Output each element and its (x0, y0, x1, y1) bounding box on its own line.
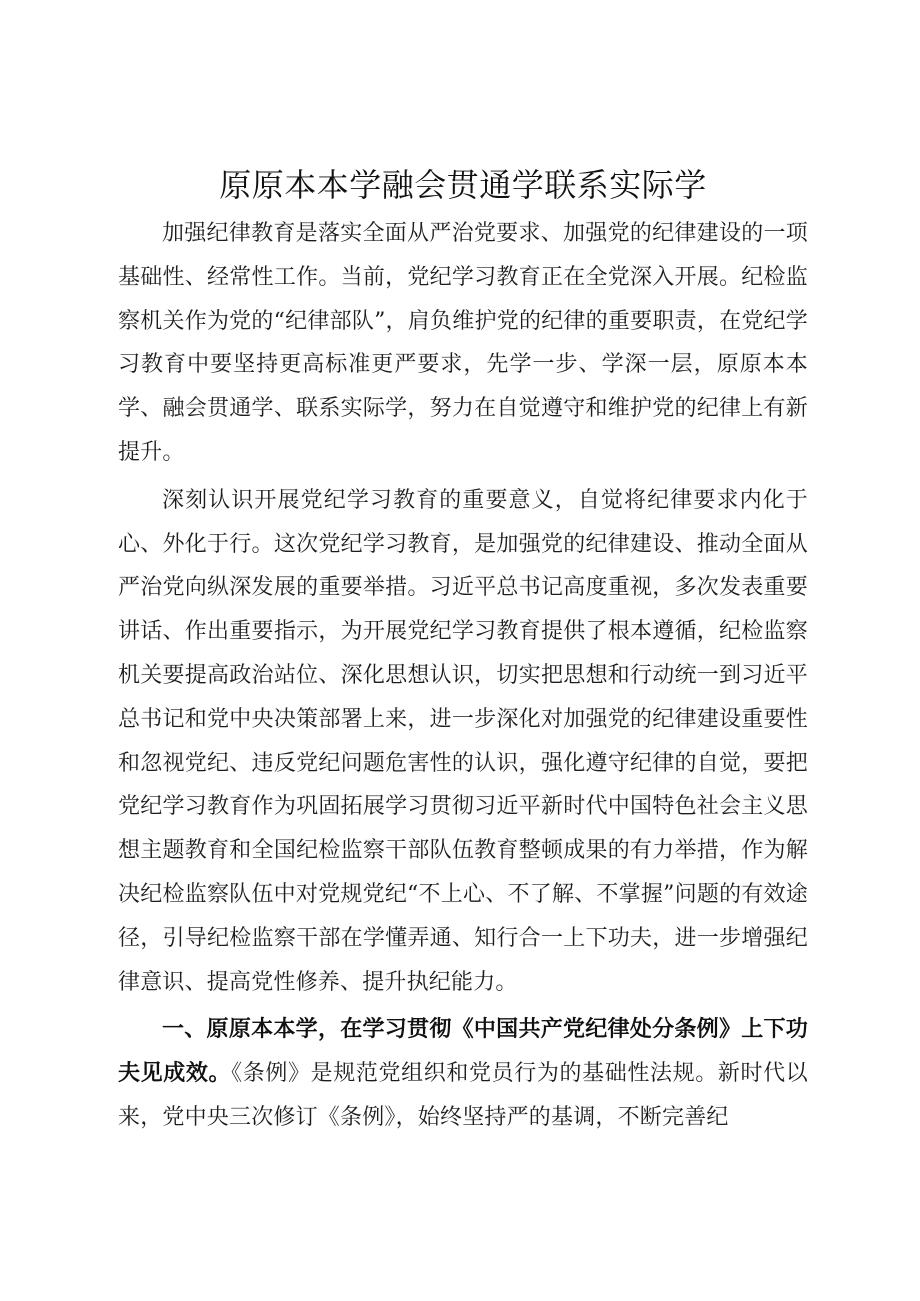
document-title: 原原本本学融会贯通学联系实际学 (219, 166, 707, 204)
paragraph-significance: 深刻认识开展党纪学习教育的重要意义，自觉将纪律要求内化于心、外化于行。这次党纪学习教育，是加强党的纪律建设、推动全面从严治党向纵深发展的重要举措。习近平总书记高度重视，多次发表重要讲话、作出重要指示，为开展党纪学习教育提供了根本遵循，纪检监察机关要提高政治站位、深化思想认识，切实把思想和行动统一到习近平总书记和党中央决策部署上来，进一步深化对加强党的纪律建设重要性和忽视党纪、违反党纪问题危害性的认识，强化遵守纪律的自觉，要把党纪学习教育作为巩固拓展学习贯彻习近平新时代中国特色社会主义思想主题教育和全国纪检监察干部队伍教育整顿成果的有力举措，作为解决纪检监察队伍中对党规党纪“不上心、不了解、不掌握”问题的有效途径，引导纪检监察干部在学懂弄通、知行合一上下功夫，进一步增强纪律意识、提高党性修养、提升执纪能力。 (118, 487, 808, 995)
section-one-body: 《条例》是规范党组织和党员行为的基础性法规。新时代以来，党中央三次修订《条例》，始终坚持严的基调，不断完善纪 (118, 1061, 808, 1130)
document-page (118, 160, 808, 1144)
section-one-heading: 一、原原本本学，在学习贯彻《中国共产党纪律处分条例》上下功夫见成效。 (118, 1017, 808, 1087)
paragraph-intro: 加强纪律教育是落实全面从严治党要求、加强党的纪律建设的一项基础性、经常性工作。当前，党纪学习教育正在全党深入开展。纪检监察机关作为党的“纪律部队”，肩负维护党的纪律的重要职责，在党纪学习教育中要坚持更高标准更严要求，先学一步、学深一层，原原本本学、融会贯通学、联系实际学，努力在自觉遵守和维护党的纪律上有新提升。 (118, 221, 808, 465)
section-one-paragraph (118, 1008, 808, 1139)
